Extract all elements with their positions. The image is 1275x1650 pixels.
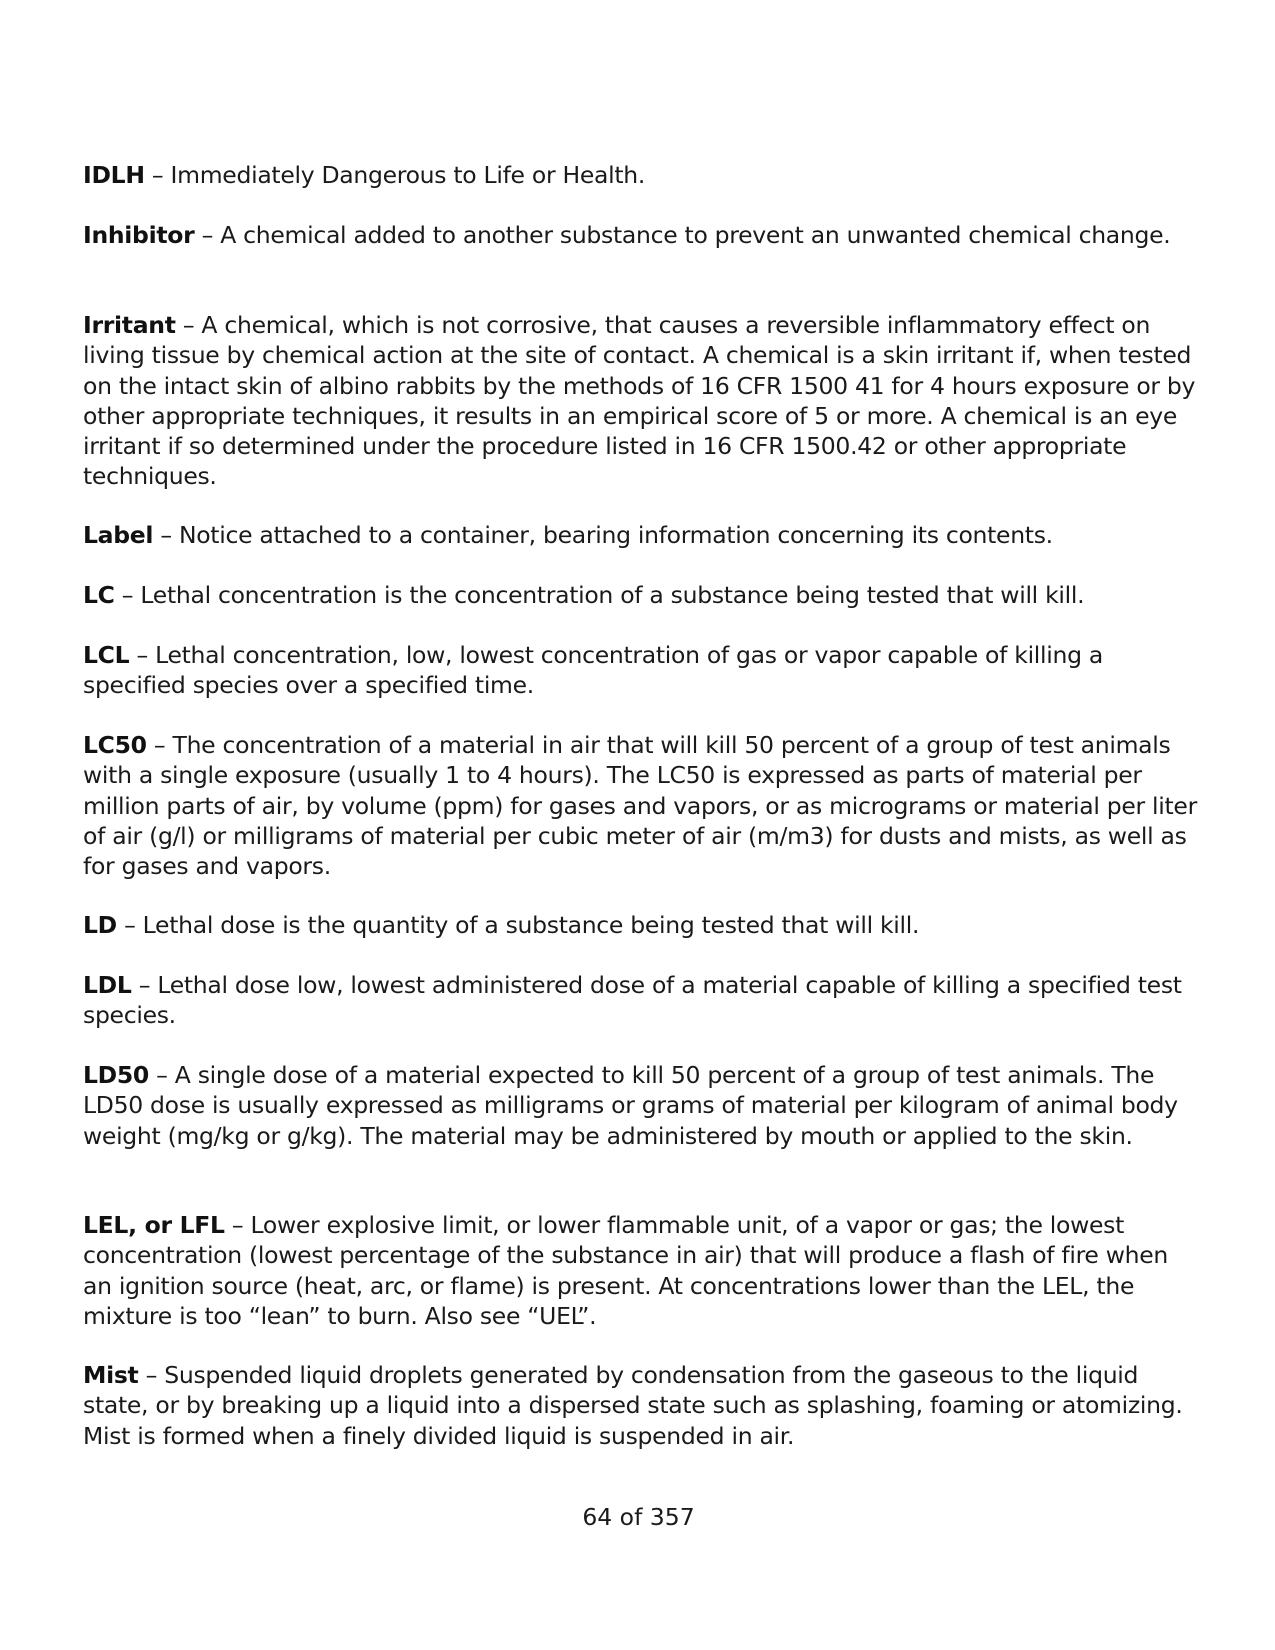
term-inhibitor: Inhibitor (83, 221, 195, 249)
term-ld50: LD50 (83, 1061, 149, 1089)
term-mist: Mist (83, 1361, 139, 1389)
glossary-entry-lel (83, 1210, 1203, 1331)
term-ldl: LDL (83, 971, 132, 999)
glossary-entry-idlh (83, 160, 645, 190)
definition-ld50: – A single dose of a material expected to kill 50 percent of a group of test animals. The LD50 dose is usually expressed as milligrams or grams of material per kilogram of animal body weight (mg/kg or g/kg). The material may be administered by mouth or applied to the skin. (83, 1061, 1178, 1150)
glossary-entry-lcl (83, 640, 1203, 701)
term-lel: LEL, or LFL (83, 1211, 225, 1239)
term-ld: LD (83, 911, 117, 939)
glossary-entry-irritant (83, 310, 1203, 492)
term-irritant: Irritant (83, 311, 176, 339)
definition-lc50: – The concentration of a material in air that will kill 50 percent of a group of test animals with a single exposure (usually 1 to 4 hours). The LC50 is expressed as parts of material per million parts of air, by volume (ppm) for gases and vapors, or as micrograms or material per liter of air (g/l) or milligrams of material per cubic meter of air (m/m3) for dusts and mists, as well as for gases and vapors. (83, 731, 1197, 881)
page-number: 64 of 357 (582, 1503, 695, 1531)
definition-ldl: – Lethal dose low, lowest administered dose of a material capable of killing a specified test species. (83, 971, 1182, 1030)
term-label: Label (83, 521, 154, 549)
glossary-entry-ldl (83, 970, 1203, 1031)
term-lcl: LCL (83, 641, 130, 669)
glossary-entry-lc (83, 580, 1084, 610)
term-lc50: LC50 (83, 731, 147, 759)
definition-irritant: – A chemical, which is not corrosive, that causes a reversible inflammatory effect on living tissue by chemical action at the site of contact. A chemical is a skin irritant if, when tested on the intact skin of albino rabbits by the methods of 16 CFR 1500 41 for 4 hours exposure or by other appropriate techniques, it results in an empirical score of 5 or more. A chemical is an eye irritant if so determined under the procedure listed in 16 CFR 1500.42 or other appropriate techniques. (83, 311, 1196, 491)
definition-label: – Notice attached to a container, bearing information concerning its contents. (160, 521, 1053, 549)
definition-lel: – Lower explosive limit, or lower flammable unit, of a vapor or gas; the lowest concentration (lowest percentage of the substance in air) that will produce a flash of fire when an ignition source (heat, arc, or flame) is present. At concentrations lower than the LEL, the mixture is too “lean” to burn. Also see “UEL”. (83, 1211, 1169, 1330)
glossary-entry-ld (83, 910, 919, 940)
definition-ld: – Lethal dose is the quantity of a substance being tested that will kill. (124, 911, 920, 939)
glossary-entry-lc50 (83, 730, 1203, 881)
glossary-entry-ld50 (83, 1060, 1203, 1151)
definition-lcl: – Lethal concentration, low, lowest concentration of gas or vapor capable of killing a specified species over a specified time. (83, 641, 1103, 700)
term-idlh: IDLH (83, 161, 145, 189)
definition-lc: – Lethal concentration is the concentration of a substance being tested that will kill. (121, 581, 1085, 609)
glossary-entry-mist (83, 1360, 1203, 1451)
glossary-entry-label (83, 520, 1053, 550)
definition-inhibitor: – A chemical added to another substance to prevent an unwanted chemical change. (201, 221, 1171, 249)
glossary-entry-inhibitor (83, 220, 1170, 250)
definition-mist: – Suspended liquid droplets generated by condensation from the gaseous to the liquid state, or by breaking up a liquid into a dispersed state such as splashing, foaming or atomizing. Mist is formed when a finely divided liquid is suspended in air. (83, 1361, 1183, 1450)
term-lc: LC (83, 581, 115, 609)
definition-idlh: – Immediately Dangerous to Life or Health. (151, 161, 646, 189)
